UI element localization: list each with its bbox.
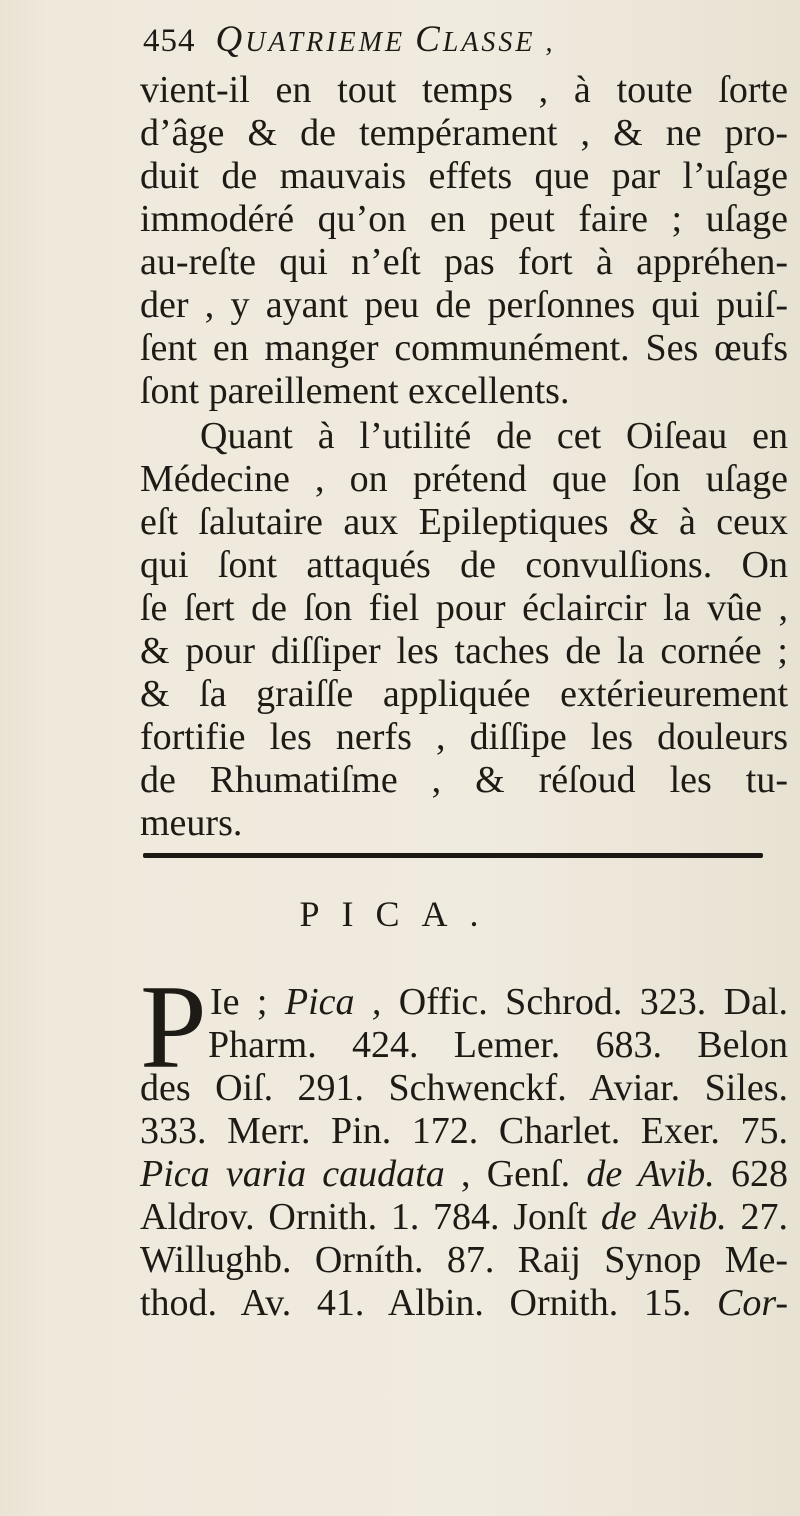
reference-line (208, 1023, 788, 1067)
text-line: ſent en manger communément. Ses œufs (140, 327, 788, 369)
ref-text: Offic. Schrod. 323. Dal. (381, 981, 788, 1023)
reference-line (210, 980, 788, 1024)
ref-text: des Oiſ. 291. Schwenckf. Aviar. Siles. (140, 1067, 788, 1109)
text-line: de Rhumatiſme , & réſoud les tu- (140, 759, 788, 801)
running-head-rest-2: LASSE , (442, 27, 556, 58)
text-line: & ſa graiſſe appliquée extérieurement (140, 673, 788, 715)
page-header (143, 18, 556, 68)
text-line: Médecine , on prétend que ſon uſage (140, 458, 788, 500)
ref-italic: de Avib. (600, 1196, 727, 1238)
running-head-rest-1: UATRIEME (245, 27, 416, 58)
text-line: & pour diſſiper les taches de la cornée ; (140, 630, 788, 672)
text-line: d’âge & de tempérament , & ne pro- (140, 112, 788, 154)
text-line: vient-il en tout temps , à toute ſorte (140, 69, 788, 111)
text-line: Quant à l’utilité de cet Oiſeau en (200, 415, 788, 457)
ref-text: Ie ; (210, 981, 285, 1023)
page-number: 454 (143, 23, 196, 59)
text-line: ſe ſert de ſon fiel pour éclaircir la vûe , (140, 587, 788, 629)
text-line: duit de mauvais effets que par l’uſage (140, 155, 788, 197)
section-divider (143, 853, 763, 858)
ref-text: 628 (714, 1153, 789, 1195)
ref-italic: Cor- (716, 1282, 788, 1324)
text-line: immodéré qu’on en peut faire ; uſage (140, 198, 788, 240)
ref-italic: Pica , (284, 981, 382, 1023)
reference-line (140, 1066, 788, 1110)
ref-text: 333. Merr. Pin. 172. Charlet. Exer. 75. (140, 1110, 788, 1152)
reference-line (140, 1109, 788, 1153)
ref-italic: Pica varia caudata (140, 1153, 445, 1195)
ref-text: 27. (726, 1196, 789, 1238)
ref-italic: de Avib. (586, 1153, 715, 1195)
drop-cap: P (140, 960, 207, 1093)
text-line: qui ſont attaqués de convulſions. On (140, 544, 788, 586)
ref-text: Pharm. 424. Lemer. 683. Belon (208, 1024, 788, 1066)
reference-line (140, 1238, 788, 1282)
running-head-initial-1: Q (215, 19, 246, 60)
ref-text: , Genſ. (444, 1153, 587, 1195)
reference-line (140, 1281, 788, 1325)
running-head-initial-2: C (415, 19, 443, 60)
running-head (216, 19, 556, 60)
text-line: eſt ſalutaire aux Epileptiques & à ceux (140, 501, 788, 543)
section-title: PICA. (299, 894, 501, 934)
text-line: fortifie les nerfs , diſſipe les douleurs (140, 716, 788, 758)
ref-text: Willughb. Orníth. 87. Raij Synop Me- (140, 1239, 788, 1281)
ref-text: Aldrov. Ornith. 1. 784. Jonſt (140, 1196, 601, 1238)
text-line: au-reſte qui n’eſt pas fort à appréhen- (140, 241, 788, 283)
text-line: der , y ayant peu de perſonnes qui puiſ- (140, 284, 788, 326)
reference-line (140, 1152, 788, 1196)
ref-text: thod. Av. 41. Albin. Ornith. 15. (140, 1282, 717, 1324)
text-line: ſont pareillement excellents. (140, 370, 570, 412)
reference-line (140, 1195, 788, 1239)
text-line: meurs. (140, 802, 243, 844)
